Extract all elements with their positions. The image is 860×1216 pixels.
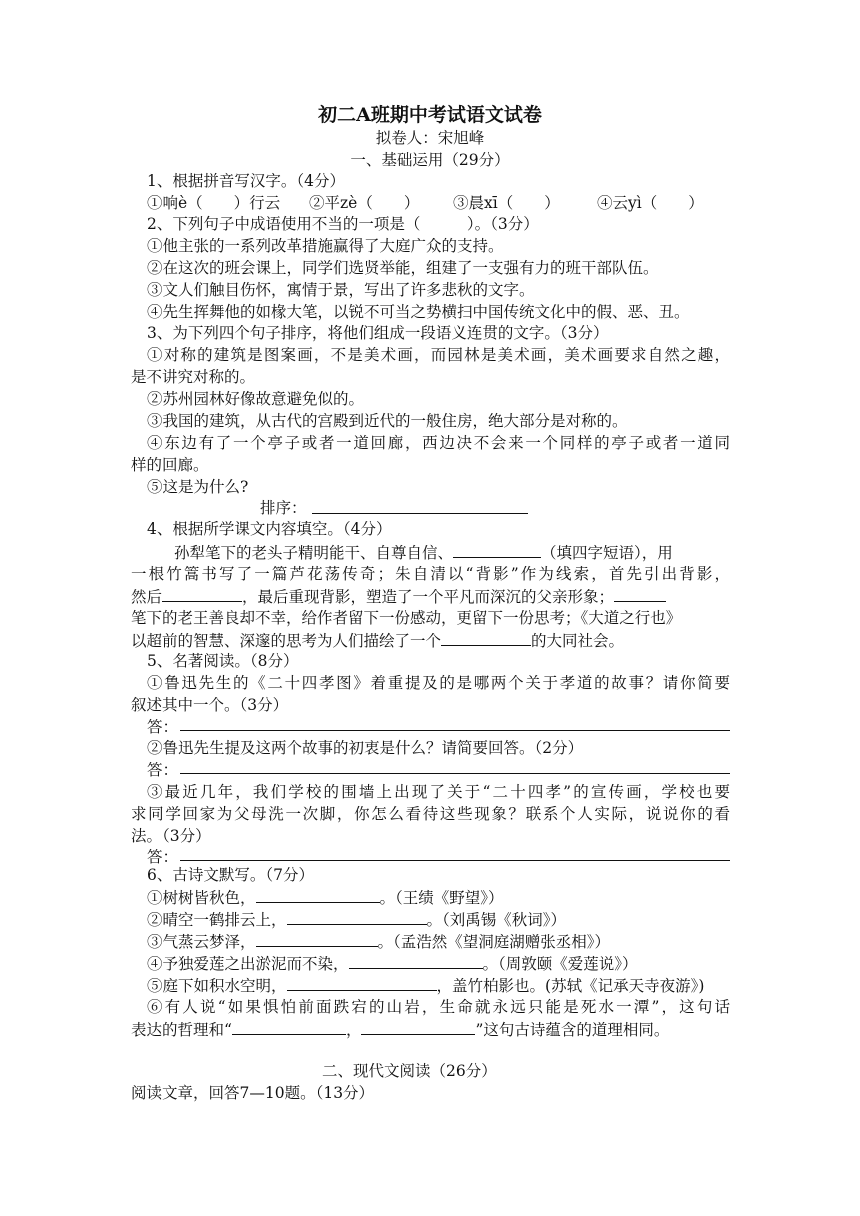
q6-blank-2[interactable]	[287, 908, 427, 925]
q3-stem: 3、为下列四个句子排序，将他们组成一段语义连贯的文字。（3分）	[147, 324, 609, 342]
q3-order-label: 排序：	[260, 499, 307, 517]
exam-title: 初二A班期中考试语文试卷	[318, 104, 542, 126]
q1-item-1: ①响è（ ）行云	[147, 194, 281, 212]
q6-blank-1[interactable]	[256, 886, 380, 903]
q4-line-4: 笔下的老王善良却不幸，给作者留下一份感动，更留下一份思考；《大道之行也》	[131, 609, 682, 627]
q6-item-3-text-b: 。（孟浩然《望洞庭湖赠张丞相》）	[377, 933, 611, 951]
q6-item-2	[147, 908, 566, 931]
q4-line-3	[131, 585, 666, 608]
q5-part-2: ②鲁迅先生提及这两个故事的初衷是什么？请简要回答。（2分）	[147, 739, 584, 757]
q2-option-1: ①他主张的一系列改革措施赢得了大庭广众的支持。	[147, 237, 504, 255]
q6-item-3-text-a: ③气蒸云梦泽，	[147, 933, 256, 951]
q3-sentence-1a: ①对称的建筑是图案画，不是美术画，而园林是美术画，美术画要求自然之趣，	[147, 346, 730, 364]
exam-author: 拟卷人：宋旭峰	[375, 129, 485, 147]
q4-line-3-text-a: 然后	[131, 588, 163, 606]
q4-line-5	[131, 629, 624, 652]
q3-sentence-5: ⑤这是为什么?	[147, 478, 249, 496]
q6-item-5-text-b: ，盖竹柏影也。(苏轼《记承天寺夜游》)	[436, 977, 705, 995]
q6-item-2-text-a: ②晴空一鹤排云上，	[147, 911, 287, 929]
q4-blank-2[interactable]	[162, 585, 242, 602]
q4-blank-4[interactable]	[441, 629, 531, 646]
q6-blank-6[interactable]	[232, 1018, 346, 1035]
q4-line-1-text-b: （填四字短语），用	[541, 544, 673, 562]
q5-answer-label-3: 答：	[147, 848, 179, 866]
q6-stem: 6、古诗文默写。（7分）	[147, 866, 314, 884]
q3-sentence-2: ②苏州园林好像故意避免似的。	[147, 390, 365, 408]
q4-line-3-text-b: ，最后重现背影，塑造了一个平凡而深沉的父亲形象；	[242, 588, 615, 606]
q5-part-3a: ③最近几年，我们学校的围墙上出现了关于“二十四孝”的宣传画，学校也要	[147, 783, 730, 801]
q3-sentence-1b: 是不讲究对称的。	[131, 368, 256, 386]
q5-answer-label-1: 答：	[147, 718, 179, 736]
q6-blank-3[interactable]	[256, 930, 378, 947]
q4-blank-3[interactable]	[614, 585, 666, 602]
q4-line-5-text-a: 以超前的智慧、深邃的思考为人们描绘了一个	[131, 632, 442, 650]
q5-answer-label-2: 答：	[147, 761, 179, 779]
q3-sentence-4b: 样的回廊。	[131, 456, 209, 474]
q6-item-3	[147, 930, 610, 953]
q1-stem: 1、根据拼音写汉字。（4分）	[147, 172, 345, 190]
q6-item-6-text-d: ”这句古诗蕴含的道理相同。	[475, 1021, 670, 1039]
q6-item-6-text-c: ，	[345, 1021, 362, 1039]
q3-sentence-4a: ④东边有了一个亭子或者一道回廊，西边决不会来一个同样的亭子或者一道同	[147, 434, 730, 452]
q2-option-4: ④先生挥舞他的如椽大笔，以锐不可当之势横扫中国传统文化中的假、恶、丑。	[147, 303, 690, 321]
q6-item-4	[147, 952, 638, 975]
q1-item-2: ②平zè（ ）	[309, 194, 420, 212]
q6-item-5-text-a: ⑤庭下如积水空明，	[147, 977, 287, 995]
q2-option-2: ②在这次的班会课上，同学们选贤举能，组建了一支强有力的班干部队伍。	[147, 259, 659, 277]
q6-item-4-text-a: ④予独爱莲之出淤泥而不染，	[147, 955, 349, 973]
q3-sentence-3: ③我国的建筑，从古代的宫殿到近代的一般住房，绝大部分是对称的。	[147, 412, 628, 430]
q6-item-1-text-a: ①树树皆秋色，	[147, 889, 256, 907]
q5-part-3b: 求同学回家为父母洗一次脚，你怎么看待这些现象？联系个人实际，说说你的看	[131, 805, 730, 823]
q6-blank-4[interactable]	[349, 952, 483, 969]
q5-answer-line-1[interactable]	[180, 730, 730, 731]
q6-item-6-text-b: 表达的哲理和“	[131, 1021, 232, 1039]
q6-item-2-text-b: 。（刘禹锡《秋词》）	[426, 911, 567, 929]
q5-answer-line-3[interactable]	[180, 860, 730, 861]
q6-item-6a: ⑥有人说“如果惧怕前面跌宕的山岩，生命就永远只能是死水一潭”，这句话	[147, 998, 730, 1016]
q4-stem: 4、根据所学课文内容填空。（4分）	[147, 520, 392, 538]
section-2-intro: 阅读文章，回答7—10题。（13分）	[131, 1084, 375, 1102]
q5-part-1b: 叙述其中一个。（3分）	[131, 696, 289, 714]
q1-item-3: ③晨xī（ ）	[453, 194, 560, 212]
q5-stem: 5、名著阅读。（8分）	[147, 652, 299, 670]
q5-part-1a: ①鲁迅先生的《二十四孝图》着重提及的是哪两个关于孝道的故事？请你简要	[147, 674, 730, 692]
q4-line-5-text-b: 的大同社会。	[531, 632, 625, 650]
q4-blank-1[interactable]	[453, 541, 541, 558]
q6-item-4-text-b: 。（周敦颐《爱莲说》）	[482, 955, 638, 973]
q6-item-5	[147, 974, 704, 997]
q2-stem: 2、下列句子中成语使用不当的一项是（ ）。（3分）	[147, 215, 539, 233]
q4-line-1-text-a: 孙犁笔下的老头子精明能干、自尊自信、	[174, 544, 454, 562]
q1-item-4: ④云yì（ ）	[597, 194, 704, 212]
q5-answer-line-2[interactable]	[180, 773, 730, 774]
q3-order-blank[interactable]	[312, 497, 528, 520]
section-1-heading: 一、基础运用（29分）	[350, 151, 510, 169]
q6-item-6b	[131, 1018, 669, 1041]
q5-part-3c: 法。（3分）	[131, 827, 211, 845]
q6-item-1-text-b: 。（王绩《野望》）	[379, 889, 504, 907]
q6-blank-5[interactable]	[287, 974, 437, 991]
q6-item-1	[147, 886, 504, 909]
q6-blank-7[interactable]	[361, 1018, 475, 1035]
q2-option-3: ③文人们触目伤怀，寓情于景，写出了许多悲秋的文字。	[147, 281, 535, 299]
q4-line-1	[174, 541, 673, 564]
section-2-heading: 二、现代文阅读（26分）	[322, 1062, 497, 1080]
q4-line-2: 一根竹篙书写了一篇芦花荡传奇；朱自清以“背影”作为线索，首先引出背影，	[131, 565, 730, 583]
